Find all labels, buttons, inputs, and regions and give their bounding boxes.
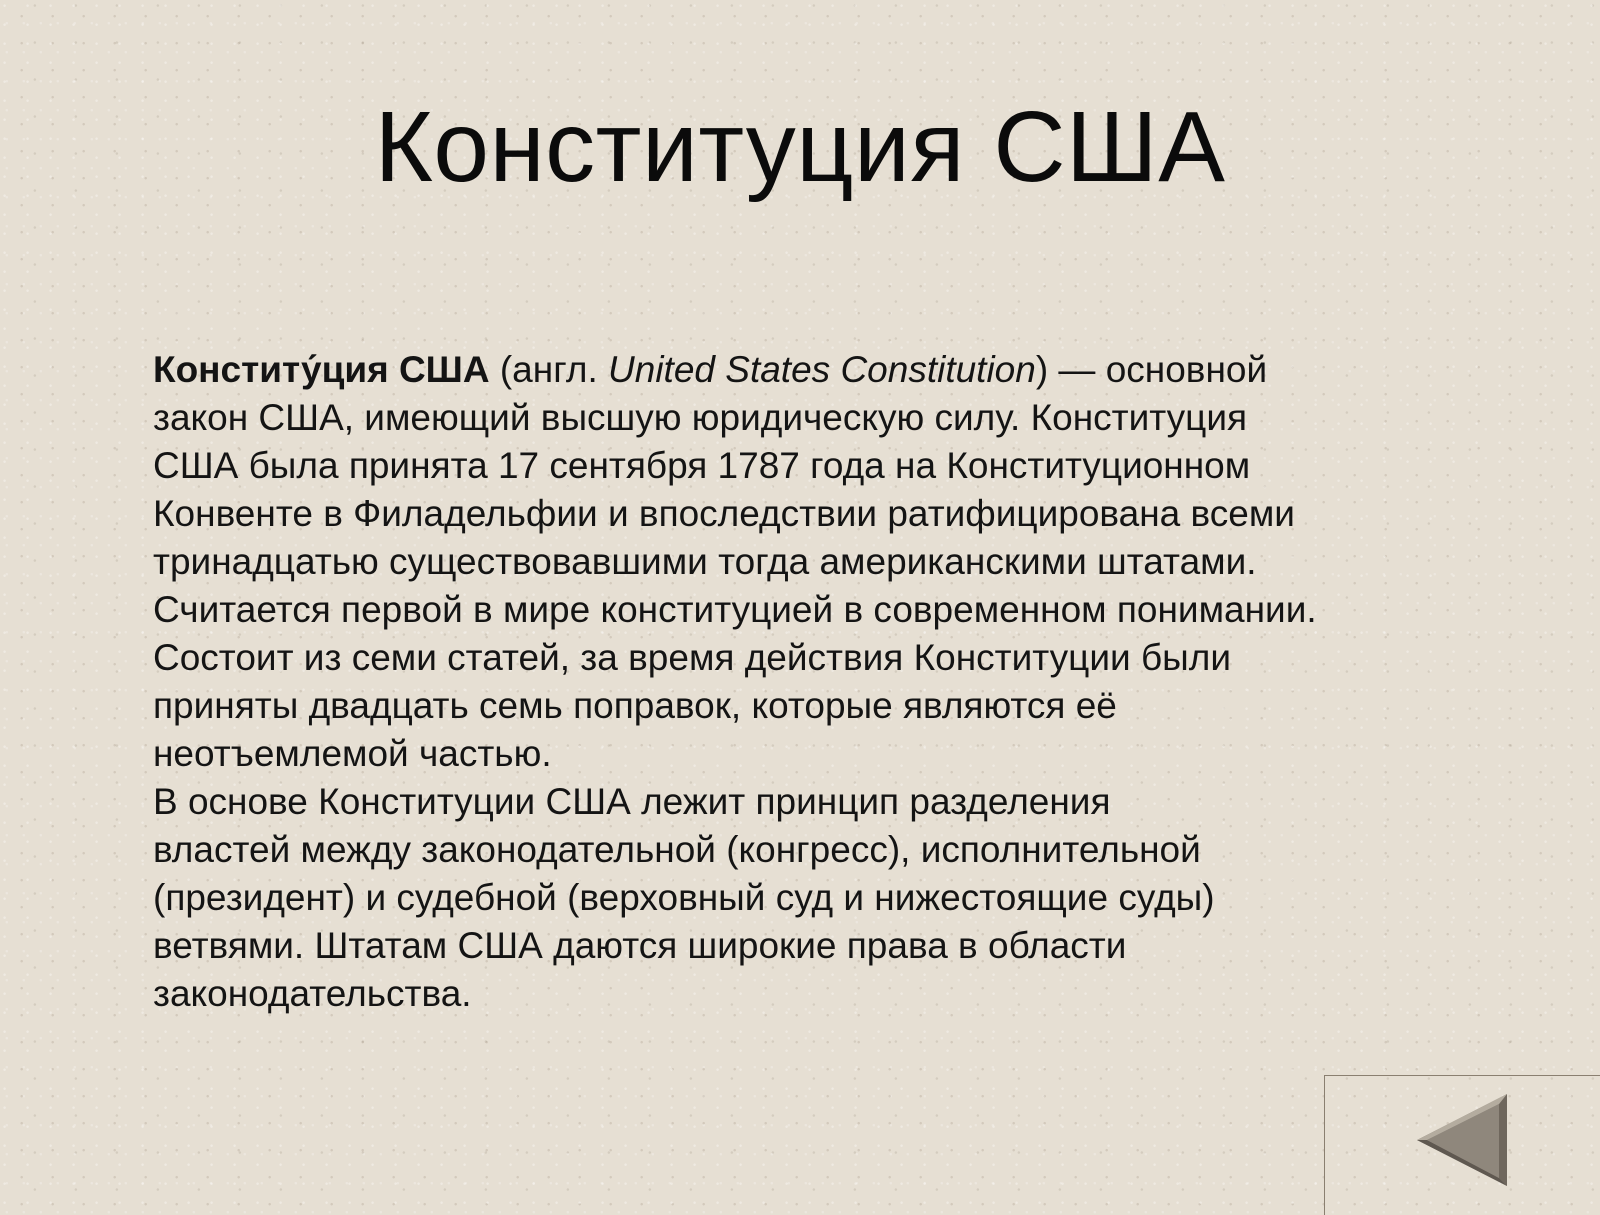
text-line: Состоит из семи статей, за время действия Конституции были [153, 637, 1232, 678]
text-line: тринадцатью существовавшими тогда американскими штатами. [153, 541, 1257, 582]
text-line: закон США, имеющий высшую юридическую силу. Конституция [153, 397, 1248, 438]
english-term: United States Constitution [608, 349, 1036, 390]
text-line: приняты двадцать семь поправок, которые являются её [153, 685, 1117, 726]
text-line: Конвенте в Филадельфии и впоследствии ратифицирована всеми [153, 493, 1295, 534]
back-arrow-icon[interactable] [1413, 1090, 1523, 1190]
text-line: властей между законодательной (конгресс), исполнительной [153, 829, 1201, 870]
text-line: США была принята 17 сентября 1787 года на Конституционном [153, 445, 1251, 486]
paragraph-1 [153, 346, 1443, 778]
slide-title: Конституция США [374, 91, 1226, 203]
back-nav-button[interactable] [1324, 1075, 1600, 1215]
first-line [153, 346, 1443, 394]
text-line: ветвями. Штатам США даются широкие права в области [153, 925, 1127, 966]
body-text [153, 346, 1443, 1018]
open-paren: (англ. [489, 349, 609, 390]
term-bold: Конститу́ция США [153, 349, 490, 390]
text-line: В основе Конституции США лежит принцип разделения [153, 781, 1111, 822]
text-line: неотъемлемой частью. [153, 733, 552, 774]
close-rest: ) — основной [1035, 349, 1268, 390]
text-line: законодательства. [153, 973, 472, 1014]
paragraph-2 [153, 778, 1443, 1018]
text-line: (президент) и судебной (верховный суд и нижестоящие суды) [153, 877, 1215, 918]
text-line: Считается первой в мире конституцией в современном понимании. [153, 589, 1317, 630]
